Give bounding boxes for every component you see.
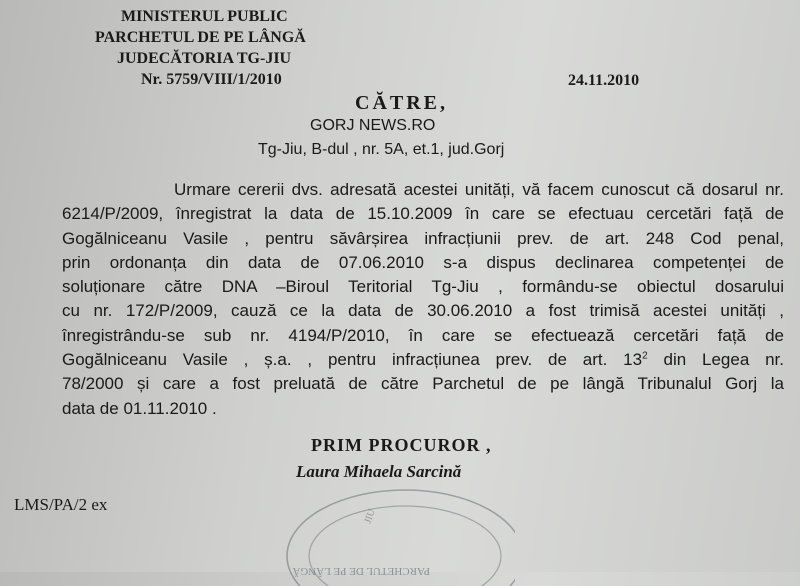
body-line: prin ordonanța din data de 07.06.2010 s-a dispus declinarea competenței de — [62, 252, 784, 272]
addressee-address: Tg-Jiu, B-dul , nr. 5A, et.1, jud.Gorj — [258, 141, 505, 158]
registration-number: Nr. 5759/VIII/1/2010 — [141, 71, 282, 88]
signatory-title: PRIM PROCUROR , — [311, 435, 492, 455]
body-line-with-superscript — [62, 348, 784, 372]
letter-body — [62, 178, 784, 421]
body-text: din Legea nr. — [647, 350, 784, 370]
article-superscript: 2 — [642, 350, 648, 362]
stamp-side-text: JIU — [362, 507, 378, 526]
stamp-text: PARCHETUL DE PE LÂNGĂ — [292, 565, 430, 577]
letterhead — [95, 6, 306, 90]
body-line: Gogălniceanu Vasile , pentru săvârșirea infracțiunii prev. de art. 248 Cod penal, — [62, 228, 784, 248]
body-line: soluționare către DNA –Biroul Teritorial Tg-Jiu , formându-se obiectul dosarului — [62, 277, 784, 297]
signatory-name: Laura Mihaela Sarcină — [296, 462, 462, 481]
body-line: Urmare cererii dvs. adresată acestei unități, vă facem cunoscut că dosarul nr. — [174, 180, 784, 199]
body-line: cu nr. 172/P/2009, cauză ce la data de 30.06.2010 a fost trimisă acestei unități , — [62, 301, 784, 321]
body-line: 78/2000 și care a fost preluată de către Parchetul de pe lângă Tribunalul Gorj la — [62, 374, 784, 394]
addressee-name: GORJ NEWS.RO — [310, 117, 436, 134]
document-date: 24.11.2010 — [568, 72, 640, 89]
letterhead-office: PARCHETUL DE PE LÂNGĂ — [95, 29, 306, 46]
body-text: Gogălniceanu Vasile , ș.a. , pentru infracțiunea prev. de art. 13 — [62, 350, 643, 370]
body-line: înregistrându-se sub nr. 4194/P/2010, în care se efectuează cercetări față de — [62, 325, 784, 345]
body-line: 6214/P/2009, înregistrat la data de 15.10.2009 în care se efectuau cercetări față de — [62, 204, 784, 224]
official-stamp — [255, 476, 515, 586]
letterhead-court: JUDECĂTORIA TG-JIU — [117, 50, 292, 67]
addressee-label: CĂTRE, — [355, 92, 449, 114]
body-line: data de 01.11.2010 . — [62, 398, 217, 418]
letterhead-ministry: MINISTERUL PUBLIC — [121, 8, 288, 25]
reference-code: LMS/PA/2 ex — [14, 495, 108, 514]
